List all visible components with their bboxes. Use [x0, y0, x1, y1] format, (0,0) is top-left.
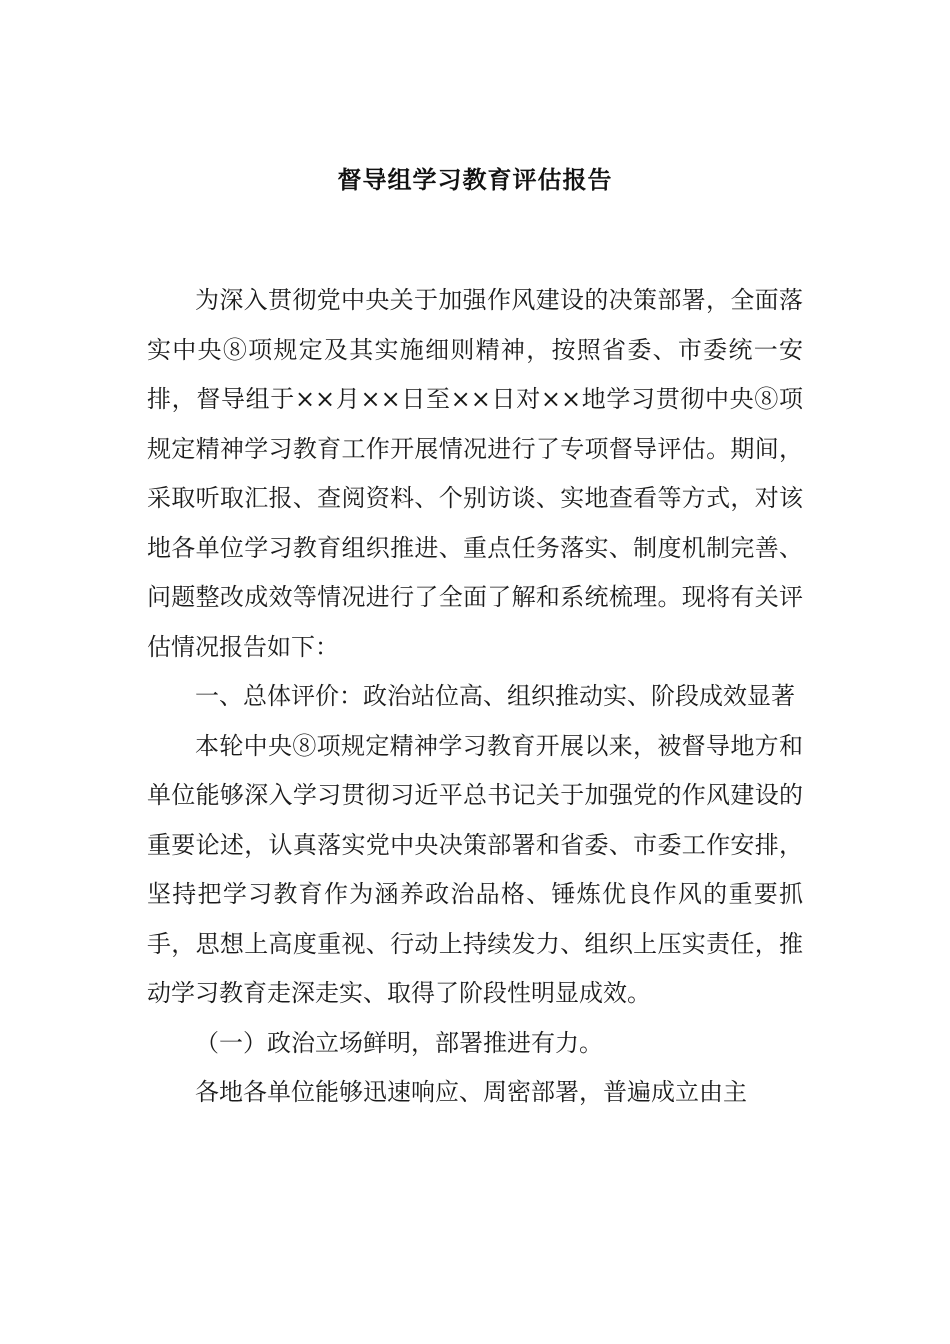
paragraph-evaluation: 本轮中央⑧项规定精神学习教育开展以来，被督导地方和单位能够深入学习贯彻习近平总书记关于加强党的作风建设的重要论述，认真落实党中央决策部署和省委、市委工作安排，坚持把学习教育作为涵养政治品格、锤炼优良作风的重要抓手，思想上高度重视、行动上持续发力、组织上压实责任，推动学习教育走深走实、取得了阶段性明显成效。 [147, 731, 803, 1007]
document-title: 督导组学习教育评估报告 [337, 165, 613, 194]
document-body [147, 276, 803, 1118]
section-heading-1: 一、总体评价：政治站位高、组织推动实、阶段成效显著 [195, 682, 795, 710]
paragraph-intro: 为深入贯彻党中央关于加强作风建设的决策部署，全面落实中央⑧项规定及其实施细则精神，按照省委、市委统一安排，督导组于××月××日至××日对××地学习贯彻中央⑧项规定精神学习教育工作开展情况进行了专项督导评估。期间，采取听取汇报、查阅资料、个别访谈、实地查看等方式，对该地各单位学习教育组织推进、重点任务落实、制度机制完善、问题整改成效等情况进行了全面了解和系统梳理。现将有关评估情况报告如下： [147, 286, 803, 661]
subsection-heading-1: （一）政治立场鲜明，部署推进有力。 [195, 1028, 603, 1057]
paragraph-deployment: 各地各单位能够迅速响应、周密部署，普遍成立由主 [195, 1078, 747, 1106]
